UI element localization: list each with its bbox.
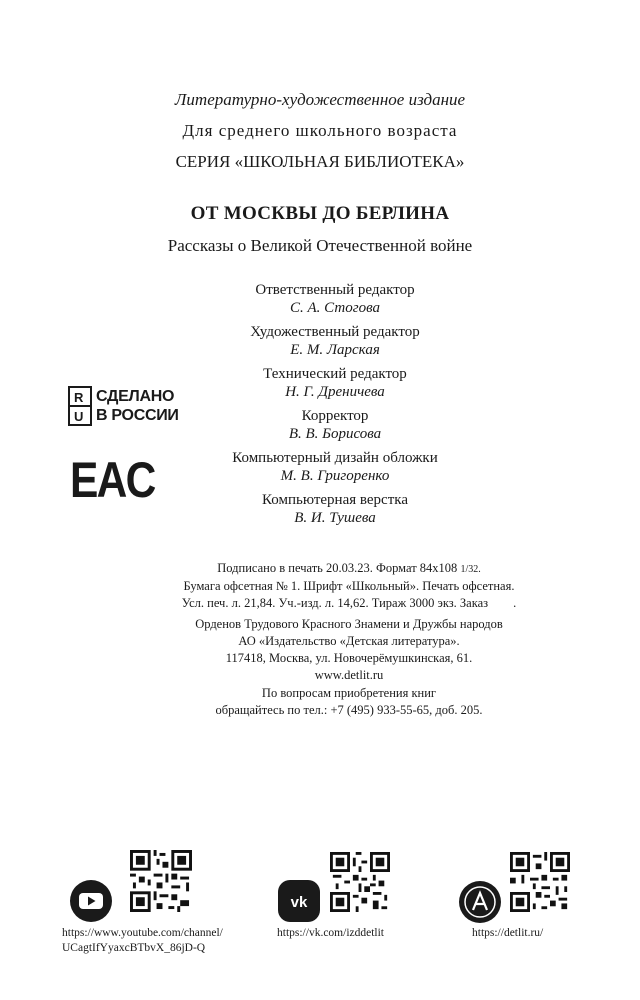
svg-text:U: U bbox=[74, 409, 84, 424]
credit-role: Компьютерная верстка bbox=[262, 492, 408, 508]
book-title: ОТ МОСКВЫ ДО БЕРЛИНА bbox=[190, 203, 450, 224]
credit-name: С. А. Стогова bbox=[290, 300, 380, 316]
print-info bbox=[0, 560, 640, 612]
credit-item bbox=[0, 324, 640, 359]
age-group: Для среднего школьного возраста bbox=[182, 121, 458, 140]
credit-role: Компьютерный дизайн обложки bbox=[232, 450, 438, 466]
publisher-line2: АО «Издательство «Детская литература». bbox=[238, 634, 460, 648]
contact-info bbox=[0, 685, 640, 719]
credit-name: Н. Г. Дреничева bbox=[285, 384, 385, 400]
credit-name: В. И. Тушева bbox=[294, 510, 376, 526]
eac-mark bbox=[70, 452, 170, 508]
credit-role: Ответственный редактор bbox=[255, 282, 415, 298]
qr-code-icon bbox=[130, 850, 192, 912]
svg-text:vk: vk bbox=[290, 894, 308, 911]
publisher-line1: Орденов Трудового Красного Знамени и Дружбы народов bbox=[195, 617, 503, 631]
print-info-line3: Усл. печ. л. 21,84. Уч.-изд. л. 14,62. Тираж 3000 экз. Заказ . bbox=[181, 596, 517, 610]
credit-name: М. В. Григоренко bbox=[280, 468, 390, 484]
made-in-russia-line1: СДЕЛАНО bbox=[96, 388, 175, 405]
youtube-icon[interactable] bbox=[70, 880, 112, 927]
detlit-url[interactable]: https://detlit.ru/ bbox=[472, 927, 544, 939]
series-name: СЕРИЯ «ШКОЛЬНАЯ БИБЛИОТЕКА» bbox=[175, 152, 465, 171]
credit-role: Художественный редактор bbox=[250, 324, 420, 340]
publisher-website[interactable]: www.detlit.ru bbox=[314, 668, 384, 682]
credit-role: Технический редактор bbox=[263, 366, 407, 382]
contact-line1: По вопросам приобретения книг bbox=[261, 686, 437, 700]
eac-icon: EAC bbox=[70, 452, 155, 508]
qr-code-icon bbox=[510, 852, 570, 912]
book-subtitle: Рассказы о Великой Отечественной войне bbox=[167, 236, 473, 255]
print-info-line1: Подписано в печать 20.03.23. Формат 84x108 bbox=[217, 561, 461, 575]
credit-name: Е. М. Ларская bbox=[290, 342, 380, 358]
print-format-fraction: 1/32. bbox=[460, 564, 481, 575]
credit-item bbox=[0, 282, 640, 317]
vk-icon[interactable] bbox=[278, 880, 320, 927]
edition-type: Литературно-художественное издание bbox=[174, 90, 466, 109]
publisher-info bbox=[0, 616, 640, 684]
svg-text:R: R bbox=[74, 390, 84, 405]
publisher-line3: 117418, Москва, ул. Новочерёмушкинская, 61. bbox=[225, 651, 473, 665]
qr-code-icon bbox=[330, 852, 390, 912]
vk-url[interactable]: https://vk.com/izddetlit bbox=[277, 927, 385, 939]
youtube-url-line2[interactable]: UCagtIfYyaxcBTbvX_86jD-Q bbox=[62, 942, 206, 954]
detlit-qr-code[interactable] bbox=[510, 852, 570, 917]
credit-name: В. В. Борисова bbox=[288, 426, 382, 442]
made-in-russia-badge bbox=[68, 386, 190, 431]
detlit-logo-icon[interactable] bbox=[458, 880, 502, 929]
youtube-url-line1[interactable]: https://www.youtube.com/channel/ bbox=[62, 927, 223, 939]
made-in-russia-line2: В РОССИИ bbox=[96, 407, 179, 424]
contact-phone: обращайтесь по тел.: +7 (495) 933-55-65, доб. 205. bbox=[215, 703, 483, 717]
print-info-line2: Бумага офсетная № 1. Шрифт «Школьный». Печать офсетная. bbox=[183, 579, 515, 593]
youtube-qr-code[interactable] bbox=[130, 850, 192, 917]
vk-qr-code[interactable] bbox=[330, 852, 390, 917]
youtube-url[interactable] bbox=[62, 926, 223, 956]
credit-role: Корректор bbox=[301, 408, 369, 424]
